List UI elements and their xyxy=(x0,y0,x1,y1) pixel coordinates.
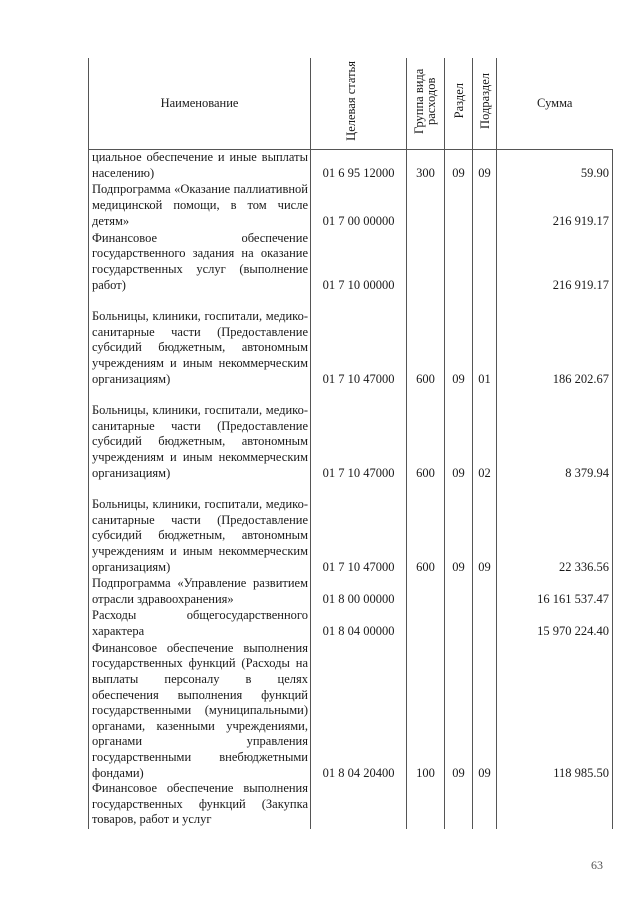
row-subsection: 09 xyxy=(473,639,497,781)
row-code: 01 6 95 12000 xyxy=(311,149,407,181)
row-code: 01 7 00 00000 xyxy=(311,181,407,229)
row-group: 300 xyxy=(407,149,445,181)
row-group xyxy=(407,181,445,229)
row-section: 09 xyxy=(445,481,473,575)
row-sum: 216 919.17 xyxy=(497,181,613,229)
row-subsection: 09 xyxy=(473,481,497,575)
row-subsection xyxy=(473,781,497,829)
header-section: Раздел xyxy=(445,58,473,149)
row-section xyxy=(445,607,473,639)
row-group xyxy=(407,781,445,829)
row-name: Финансовое обеспечение государственного задания на оказание государственных услуг (выполнение работ) xyxy=(89,229,311,293)
page-number: 63 xyxy=(591,858,603,872)
table-row xyxy=(89,575,613,607)
table-row xyxy=(89,149,613,181)
row-section: 09 xyxy=(445,293,473,387)
row-code: 01 8 00 00000 xyxy=(311,575,407,607)
row-subsection xyxy=(473,607,497,639)
table-row xyxy=(89,293,613,387)
row-group: 100 xyxy=(407,639,445,781)
header-expense-group: Группа вида расходов xyxy=(407,58,445,149)
row-subsection xyxy=(473,181,497,229)
row-subsection xyxy=(473,575,497,607)
row-group: 600 xyxy=(407,293,445,387)
table-row xyxy=(89,607,613,639)
header-subsection: Подраздел xyxy=(473,58,497,149)
row-group xyxy=(407,575,445,607)
row-name: Больницы, клиники, госпитали, медико-санитарные части (Предоставление субсидий бюджетным, автономным учреждениям и иным некоммерческим организациям) xyxy=(89,481,311,575)
row-sum xyxy=(497,781,613,829)
row-group xyxy=(407,229,445,293)
header-sum: Сумма xyxy=(497,58,613,149)
row-sum: 216 919.17 xyxy=(497,229,613,293)
row-sum: 22 336.56 xyxy=(497,481,613,575)
row-section xyxy=(445,575,473,607)
row-subsection xyxy=(473,229,497,293)
header-target-article: Целевая статья xyxy=(311,58,407,149)
table-row xyxy=(89,481,613,575)
table-row xyxy=(89,639,613,781)
row-section xyxy=(445,181,473,229)
row-section: 09 xyxy=(445,149,473,181)
row-group: 600 xyxy=(407,481,445,575)
row-subsection: 02 xyxy=(473,387,497,481)
row-name: Больницы, клиники, госпитали, медико-санитарные части (Предоставление субсидий бюджетным, автономным учреждениям и иным некоммерческим организациям) xyxy=(89,293,311,387)
row-name: Расходы общегосударственного характера xyxy=(89,607,311,639)
row-subsection: 01 xyxy=(473,293,497,387)
row-name: циальное обеспечение и иные выплаты населению) xyxy=(89,149,311,181)
table-row xyxy=(89,387,613,481)
row-group: 600 xyxy=(407,387,445,481)
row-subsection: 09 xyxy=(473,149,497,181)
table-row xyxy=(89,781,613,829)
header-name: Наименование xyxy=(89,58,311,149)
budget-table xyxy=(88,58,613,829)
row-code: 01 7 10 00000 xyxy=(311,229,407,293)
row-code: 01 7 10 47000 xyxy=(311,387,407,481)
row-group xyxy=(407,607,445,639)
row-sum: 186 202.67 xyxy=(497,293,613,387)
table-body xyxy=(89,149,613,829)
row-name: Больницы, клиники, госпитали, медико-санитарные части (Предоставление субсидий бюджетным, автономным учреждениям и иным некоммерческим организациям) xyxy=(89,387,311,481)
table-row xyxy=(89,229,613,293)
row-code xyxy=(311,781,407,829)
table-header xyxy=(89,58,613,149)
row-name: Подпрограмма «Оказание паллиативной медицинской помощи, в том числе детям» xyxy=(89,181,311,229)
row-name: Финансовое обеспечение выполнения государственных функций (Расходы на выплаты персоналу в целях обеспечения выполнения функций государственными (муниципальными) органами, казенными учреждениями, органами управления государственными внебюджетными фондами) xyxy=(89,639,311,781)
row-sum: 16 161 537.47 xyxy=(497,575,613,607)
row-section xyxy=(445,229,473,293)
row-code: 01 8 04 00000 xyxy=(311,607,407,639)
row-code: 01 7 10 47000 xyxy=(311,293,407,387)
row-sum: 59.90 xyxy=(497,149,613,181)
row-name: Подпрограмма «Управление развитием отрасли здравоохранения» xyxy=(89,575,311,607)
row-sum: 15 970 224.40 xyxy=(497,607,613,639)
row-section: 09 xyxy=(445,639,473,781)
row-section xyxy=(445,781,473,829)
row-code: 01 8 04 20400 xyxy=(311,639,407,781)
table-row xyxy=(89,181,613,229)
row-code: 01 7 10 47000 xyxy=(311,481,407,575)
row-sum: 8 379.94 xyxy=(497,387,613,481)
row-section: 09 xyxy=(445,387,473,481)
row-sum: 118 985.50 xyxy=(497,639,613,781)
row-name: Финансовое обеспечение выполнения государственных функций (Закупка товаров, работ и услуг xyxy=(89,781,311,829)
